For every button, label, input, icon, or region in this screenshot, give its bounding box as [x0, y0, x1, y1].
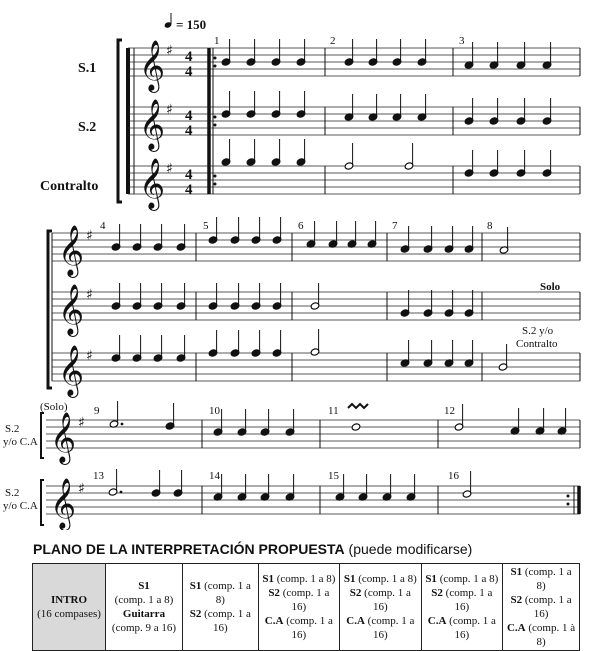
part-label-contralto: Contralto	[40, 179, 99, 194]
svg-text:4: 4	[185, 123, 193, 139]
staff-s1	[128, 48, 580, 76]
measure-number: 10	[209, 405, 220, 417]
staff-s2	[128, 107, 580, 135]
measure-number: 1	[214, 35, 220, 47]
plan-intro-cell: INTRO (16 compases)	[33, 564, 106, 651]
measure-number: 6	[298, 220, 304, 232]
sharp-icon: ♯	[78, 415, 85, 431]
measure-number: 8	[487, 220, 493, 232]
plan-col-3: S1 (comp. 1 a 8) S2 (comp. 1 a 16)	[183, 564, 259, 651]
plan-col-2: S1 (comp. 1 a 8) Guitarra (comp. 9 a 16)	[106, 564, 183, 651]
system-1	[128, 48, 580, 194]
svg-text:4: 4	[185, 108, 193, 124]
treble-clef-icon: 𝄞	[58, 345, 85, 396]
note-head	[351, 423, 361, 431]
part-label-s2ca-2: y/o C.A	[3, 436, 38, 448]
part-label-s2ca-4: y/o C.A	[3, 500, 38, 512]
measure-number: 2	[330, 35, 336, 47]
treble-clef-icon: 𝄞	[139, 158, 166, 209]
plan-col-5: S1 (comp. 1 a 8) S2 (comp. 1 a 16) C.A (comp. 1 a 16)	[340, 564, 421, 651]
performance-plan-table	[32, 563, 580, 651]
s2yo-annotation: S.2 y/o	[522, 325, 554, 337]
solo-label: (Solo)	[40, 401, 68, 413]
measure-number: 9	[94, 405, 100, 417]
part-label-s1: S.1	[78, 61, 97, 76]
svg-text:4: 4	[185, 64, 193, 80]
measure-number: 12	[444, 405, 455, 417]
treble-clef-icon: 𝄞	[139, 40, 166, 91]
treble-clef-icon: 𝄞	[139, 99, 166, 150]
measure-number: 15	[328, 470, 339, 482]
sharp-icon: ♯	[86, 228, 93, 244]
svg-text:4: 4	[185, 49, 193, 65]
part-label-s2ca-1: S.2	[5, 423, 20, 435]
staff-contralto	[128, 166, 580, 194]
measure-number: 13	[93, 470, 104, 482]
tempo-marking	[164, 13, 206, 32]
measure-number: 11	[328, 405, 339, 417]
sharp-icon: ♯	[86, 348, 93, 364]
treble-clef-icon: 𝄞	[58, 284, 85, 335]
measure-number: 4	[100, 220, 106, 232]
measure-number: 14	[209, 470, 220, 482]
sharp-icon: ♯	[78, 481, 85, 497]
system-4	[46, 486, 580, 514]
measure-number: 5	[203, 220, 209, 232]
plan-col-6: S1 (comp. 1 a 8) S2 (comp. 1 a 16) C.A (comp. 1 a 16)	[421, 564, 502, 651]
contralto-annotation: Contralto	[516, 338, 558, 350]
measure-number: 7	[392, 220, 398, 232]
system-3	[46, 420, 580, 448]
treble-clef-icon: 𝄞	[50, 412, 77, 463]
svg-text:4: 4	[185, 167, 193, 183]
system-bracket	[118, 40, 122, 202]
treble-clef-icon: 𝄞	[50, 478, 77, 529]
sharp-icon: ♯	[166, 161, 173, 177]
plan-col-7: S1 (comp. 1 a 8) S2 (comp. 1 a 16) C.A (comp. 1 à 8)	[503, 564, 580, 651]
trill-icon	[348, 404, 368, 408]
solo-annotation: Solo	[540, 281, 561, 293]
measure-number: 3	[459, 35, 465, 47]
tempo-text: = 150	[176, 17, 207, 32]
part-label-s2: S.2	[78, 120, 97, 135]
measure-number: 16	[448, 470, 459, 482]
treble-clef-icon: 𝄞	[58, 225, 85, 276]
sharp-icon: ♯	[166, 102, 173, 118]
plan-col-4: S1 (comp. 1 a 8) S2 (comp. 1 a 16) C.A (comp. 1 a 16)	[258, 564, 339, 651]
sharp-icon: ♯	[86, 287, 93, 303]
part-label-s2ca-3: S.2	[5, 487, 20, 499]
svg-text:4: 4	[185, 182, 193, 198]
sharp-icon: ♯	[166, 43, 173, 59]
plan-title: PLANO DE LA INTERPRETACIÓN PROPUESTA (puede modificarse)	[33, 541, 473, 557]
